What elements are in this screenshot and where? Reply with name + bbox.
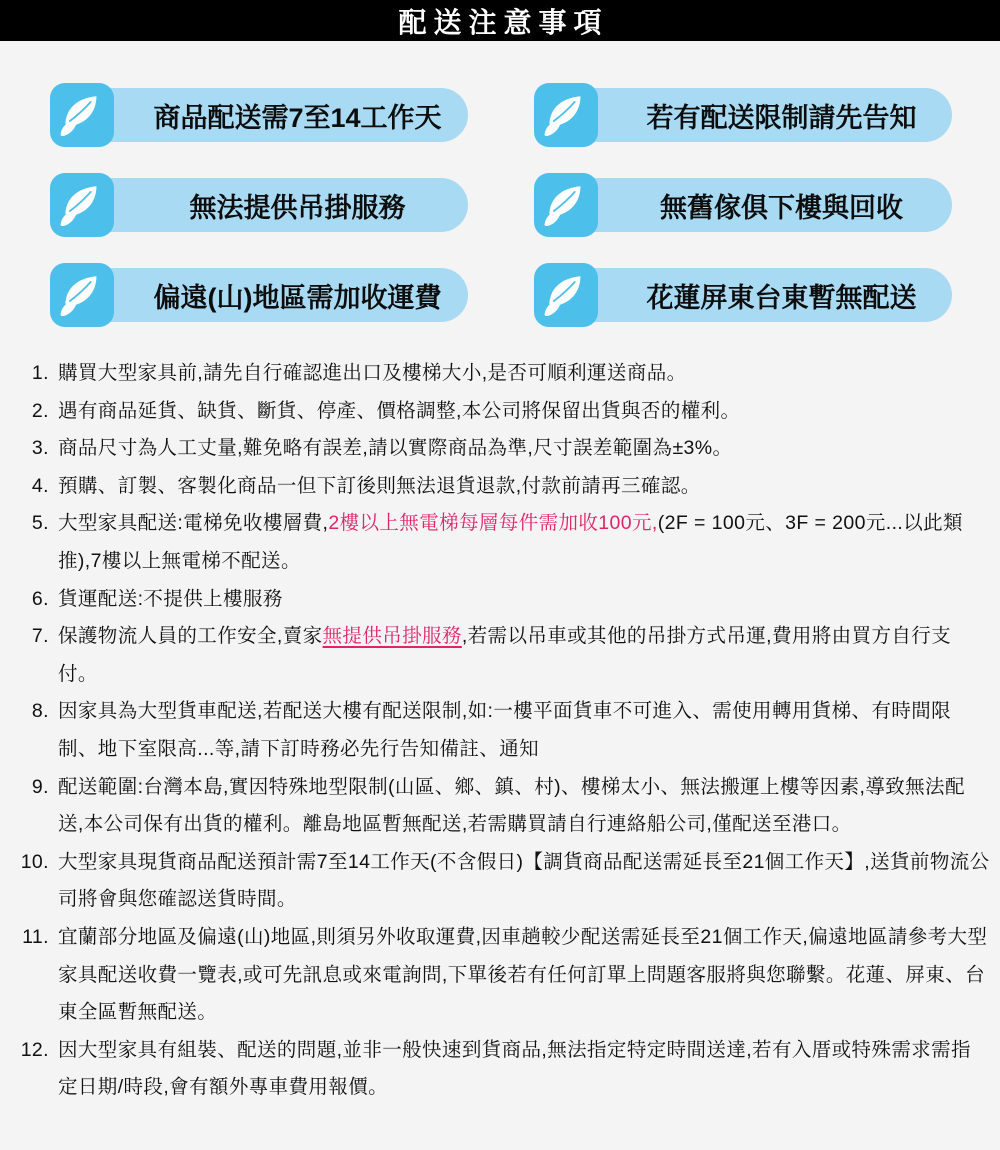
leaf-icon	[50, 173, 114, 237]
note-body	[58, 505, 990, 580]
delivery-badge	[50, 173, 468, 237]
note-text: 商品尺寸為人工丈量,難免略有誤差,請以實際商品為準,尺寸誤差範圍為±3%。	[58, 437, 733, 460]
badge-label: 無法提供吊掛服務	[63, 178, 468, 232]
note-number: 11.	[22, 925, 49, 948]
note-text: 貨運配送:不提供上樓服務	[58, 587, 283, 610]
note-number: 8.	[31, 700, 49, 723]
note-number: 7.	[31, 625, 49, 648]
badge-label: 偏遠(山)地區需加收運費	[63, 268, 468, 322]
badge-label: 商品配送需7至14工作天	[63, 88, 468, 142]
note-text: (2F = 100元、3F = 200元...以此類推),7樓以上無電梯不配送。	[58, 512, 963, 572]
note-number: 2.	[31, 399, 49, 422]
note-body	[58, 468, 990, 506]
note-item	[14, 581, 990, 619]
leaf-icon	[534, 83, 598, 147]
delivery-badge	[534, 263, 952, 327]
leaf-icon	[50, 83, 114, 147]
leaf-icon	[50, 263, 114, 327]
note-item	[14, 393, 990, 431]
note-body	[58, 844, 990, 919]
note-number: 5.	[31, 512, 49, 535]
note-item	[14, 430, 990, 468]
note-text: ,若需以吊車或其他的吊掛方式吊運,費用將由買方自行支付。	[58, 625, 952, 685]
note-text: 購買大型家具前,請先自行確認進出口及樓梯大小,是否可順利運送商品。	[58, 362, 687, 384]
note-body	[58, 919, 990, 1032]
note-text: 因大型家具有組裝、配送的問題,並非一般快速到貨商品,無法指定特定時間送達,若有入厝或特殊需求需指定日期/時段,會有額外專車費用報價。	[58, 1038, 971, 1099]
leaf-icon	[534, 173, 598, 237]
note-item	[14, 1032, 990, 1107]
note-body	[58, 1032, 990, 1107]
badge-label: 無舊傢俱下樓與回收	[547, 178, 952, 232]
leaf-icon	[534, 263, 598, 327]
note-text: 大型家具現貨商品配送預計需7至14工作天(不含假日)【調貨商品配送需延長至21個工作天】,送貨前物流公司將會與您確認送貨時間。	[58, 850, 990, 911]
note-number: 4.	[31, 474, 49, 497]
note-number: 3.	[31, 437, 49, 460]
note-body	[58, 355, 990, 393]
note-text: 宜蘭部分地區及偏遠(山)地區,則須另外收取運費,因車趟較少配送需延長至21個工作天,偏遠地區請參考大型家具配送收費一覽表,或可先訊息或來電詢問,下單後若有任何訂單上問題客服將與您聯繫。花蓮、屏東、台東全區暫無配送。	[58, 925, 988, 1024]
delivery-badge	[50, 263, 468, 327]
note-item	[14, 919, 990, 1032]
note-highlight: 2樓以上無電梯每層每件需加收100元,	[328, 512, 658, 535]
note-text: 大型家具配送:電梯免收樓層費,	[58, 512, 329, 535]
note-body	[58, 581, 990, 619]
note-text: 配送範圍:台灣本島,實因特殊地型限制(山區、鄉、鎮、村)、樓梯太小、無法搬運上樓等因素,導致無法配送,本公司保有出貨的權利。離島地區暫無配送,若需購買請自行連絡船公司,僅配送至港口。	[58, 775, 965, 836]
header-bar	[0, 0, 1000, 41]
note-text: 因家具為大型貨車配送,若配送大樓有配送限制,如:一樓平面貨車不可進入、需使用轉用貨梯、有時間限制、地下室限高...等,請下訂時務必先行告知備註、通知	[58, 700, 952, 760]
page-title: 配送注意事項	[398, 6, 609, 38]
note-body	[58, 430, 990, 468]
note-number: 1.	[31, 362, 49, 384]
note-item	[14, 693, 990, 768]
note-text: 預購、訂製、客製化商品一但下訂後則無法退貨退款,付款前請再三確認。	[58, 474, 701, 497]
note-number: 9.	[31, 775, 49, 798]
badge-label: 若有配送限制請先告知	[547, 88, 952, 142]
delivery-badge	[534, 83, 952, 147]
note-item	[14, 505, 990, 580]
note-number: 6.	[31, 587, 49, 610]
note-body	[58, 769, 990, 844]
note-item	[14, 355, 990, 393]
note-item	[14, 618, 990, 693]
note-item	[14, 769, 990, 844]
note-body	[58, 393, 990, 431]
note-highlight: 無提供吊掛服務	[322, 625, 462, 648]
note-item	[14, 844, 990, 919]
delivery-badge	[50, 83, 468, 147]
note-item	[14, 468, 990, 506]
note-body	[58, 693, 990, 768]
note-number: 12.	[20, 1038, 49, 1061]
note-number: 10.	[20, 850, 49, 873]
badges-grid	[50, 83, 952, 327]
delivery-badge	[534, 173, 952, 237]
note-text: 保護物流人員的工作安全,賣家	[58, 625, 323, 648]
notes-list	[14, 355, 990, 1107]
note-body	[58, 618, 990, 693]
badge-label: 花蓮屏東台東暫無配送	[547, 268, 952, 322]
note-text: 遇有商品延貨、缺貨、斷貨、停產、價格調整,本公司將保留出貨與否的權利。	[58, 399, 741, 422]
